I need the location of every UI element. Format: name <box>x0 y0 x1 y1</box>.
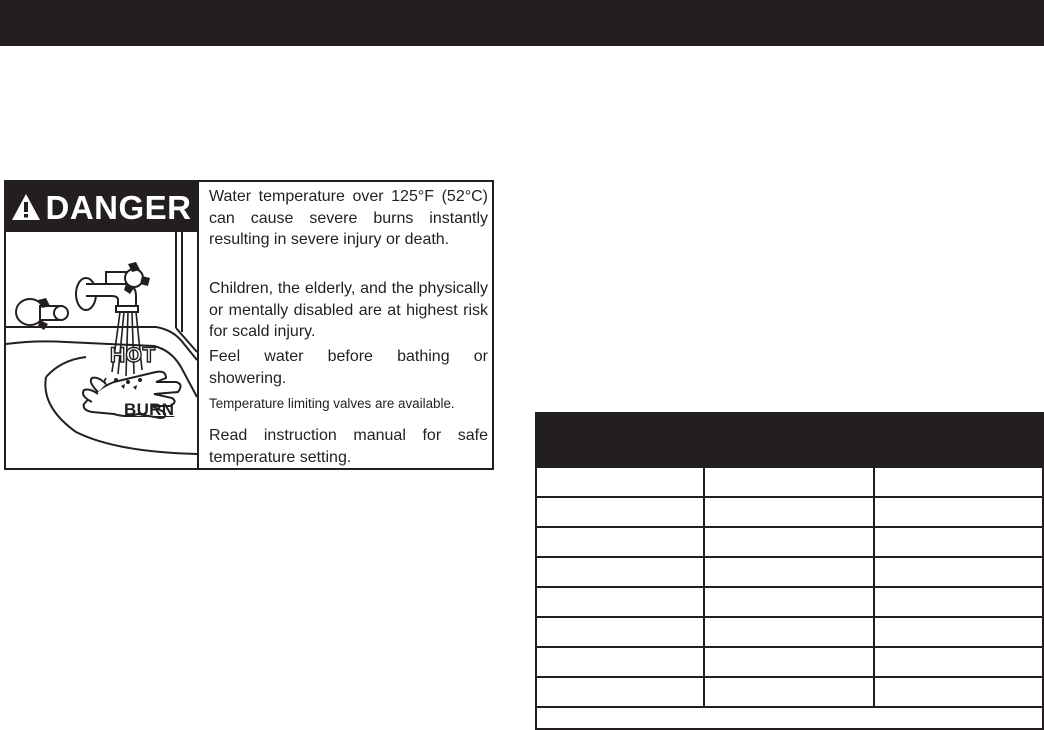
danger-left-panel <box>6 182 199 468</box>
table-cell <box>875 618 1042 646</box>
instruction-manual-note: Read instruction manual for safe temperature setting. <box>209 427 488 466</box>
danger-signal-word: DANGER <box>45 188 192 226</box>
table-cell <box>875 648 1042 676</box>
table-cell <box>537 558 705 586</box>
table-body <box>535 468 1044 730</box>
table-row <box>537 648 1042 678</box>
table-cell <box>537 618 705 646</box>
table-row <box>537 528 1042 558</box>
table-cell <box>705 558 875 586</box>
table-cell <box>875 498 1042 526</box>
danger-warning-label <box>4 180 494 470</box>
limiting-valves-note: Temperature limiting valves are available. <box>209 396 455 411</box>
table-cell <box>537 588 705 616</box>
table-cell <box>537 468 705 496</box>
table-cell <box>705 498 875 526</box>
table-cell <box>875 588 1042 616</box>
feel-water-warning: Feel water before bathing or showering. <box>209 348 488 387</box>
table-row <box>537 588 1042 618</box>
table-cell <box>537 648 705 676</box>
burn-label: BURN <box>124 400 175 419</box>
left-valve-handle <box>16 298 68 330</box>
table-cell <box>705 618 875 646</box>
table-row <box>537 498 1042 528</box>
warning-triangle-icon <box>11 193 41 221</box>
danger-header <box>6 182 197 232</box>
table-row <box>537 618 1042 648</box>
table-footer-row <box>537 702 1042 728</box>
hot-label: HOT <box>110 344 156 367</box>
high-risk-groups-warning: Children, the elderly, and the physically or mentally disabled are at highest risk for scald injury. <box>209 280 488 340</box>
danger-message-panel <box>209 182 489 468</box>
table-cell <box>705 528 875 556</box>
page-header-bar <box>0 0 1044 46</box>
table-cell <box>705 588 875 616</box>
temperature-table <box>535 412 1044 730</box>
table-cell <box>875 528 1042 556</box>
table-cell <box>537 498 705 526</box>
table-row <box>537 558 1042 588</box>
table-cell <box>875 468 1042 496</box>
scald-illustration <box>6 232 197 468</box>
table-cell <box>705 648 875 676</box>
table-cell <box>875 558 1042 586</box>
table-header <box>535 412 1044 468</box>
faucet-hand-drawing <box>6 232 197 468</box>
table-row <box>537 468 1042 498</box>
scald-temperature-warning: Water temperature over 125°F (52°C) can cause severe burns instantly resulting in severe injury or death. <box>209 188 488 248</box>
table-cell <box>705 468 875 496</box>
table-cell <box>537 528 705 556</box>
